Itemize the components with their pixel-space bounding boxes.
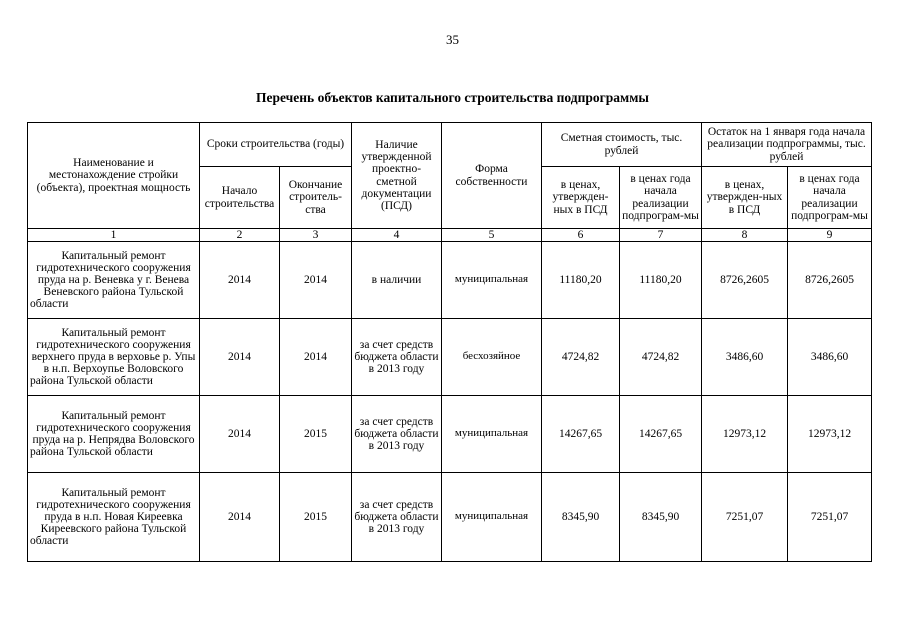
start-year-cell: 2014 [200, 242, 280, 319]
start-year-cell: 2014 [200, 473, 280, 562]
balance-psd-cell: 7251,07 [702, 473, 788, 562]
header-bal-psd: в ценах, утвержден-ных в ПСД [702, 167, 788, 229]
column-number: 2 [200, 229, 280, 242]
header-terms-group: Сроки строительства (годы) [200, 123, 352, 167]
cost-start-cell: 11180,20 [620, 242, 702, 319]
balance-psd-cell: 12973,12 [702, 396, 788, 473]
end-year-cell: 2015 [280, 396, 352, 473]
ownership-cell: муниципальная [442, 396, 542, 473]
column-number: 5 [442, 229, 542, 242]
cost-psd-cell: 11180,20 [542, 242, 620, 319]
object-name-cell: Капитальный ремонт гидротехнического сооружения пруда на р. Непрядва Воловского района Тульской области [28, 396, 200, 473]
cost-psd-cell: 4724,82 [542, 319, 620, 396]
header-ownership: Форма собственности [442, 123, 542, 229]
column-number: 7 [620, 229, 702, 242]
cost-psd-cell: 8345,90 [542, 473, 620, 562]
start-year-cell: 2014 [200, 396, 280, 473]
object-name-cell: Капитальный ремонт гидротехнического сооружения пруда на р. Веневка у г. Венева Веневского района Тульской области [28, 242, 200, 319]
table-row [28, 319, 872, 396]
balance-psd-cell: 3486,60 [702, 319, 788, 396]
cost-start-cell: 4724,82 [620, 319, 702, 396]
table-header [28, 123, 872, 229]
header-cost-group: Сметная стоимость, тыс. рублей [542, 123, 702, 167]
object-name-cell: Капитальный ремонт гидротехнического сооружения верхнего пруда в верховье р. Упы в н.п. Верхоупье Воловского района Тульской области [28, 319, 200, 396]
header-balance-group: Остаток на 1 января года начала реализации подпрограммы, тыс. рублей [702, 123, 872, 167]
column-number: 3 [280, 229, 352, 242]
end-year-cell: 2014 [280, 319, 352, 396]
object-name-cell: Капитальный ремонт гидротехнического сооружения пруда в н.п. Новая Киреевка Киреевского района Тульской области [28, 473, 200, 562]
ownership-cell: муниципальная [442, 473, 542, 562]
psd-cell: за счет средств бюджета области в 2013 году [352, 396, 442, 473]
cost-start-cell: 8345,90 [620, 473, 702, 562]
ownership-cell: бесхозяйное [442, 319, 542, 396]
start-year-cell: 2014 [200, 319, 280, 396]
balance-psd-cell: 8726,2605 [702, 242, 788, 319]
document-title: Перечень объектов капитального строительства подпрограммы [256, 90, 649, 105]
balance-start-cell: 3486,60 [788, 319, 872, 396]
header-end: Окончание строитель-ства [280, 167, 352, 229]
header-cost-start: в ценах года начала реализации подпрограм-мы [620, 167, 702, 229]
capital-construction-table [27, 122, 872, 562]
psd-cell: в наличии [352, 242, 442, 319]
balance-start-cell: 8726,2605 [788, 242, 872, 319]
cost-start-cell: 14267,65 [620, 396, 702, 473]
header-name: Наименование и местонахождение стройки (объекта), проектная мощность [28, 123, 200, 229]
column-number-row [28, 229, 872, 242]
psd-cell: за счет средств бюджета области в 2013 году [352, 473, 442, 562]
column-number: 9 [788, 229, 872, 242]
table-row [28, 242, 872, 319]
balance-start-cell: 12973,12 [788, 396, 872, 473]
column-number: 6 [542, 229, 620, 242]
header-cost-psd: в ценах, утвержден-ных в ПСД [542, 167, 620, 229]
page-number: 35 [446, 32, 459, 47]
header-psd: Наличие утвержденной проектно-сметной документации (ПСД) [352, 123, 442, 229]
end-year-cell: 2015 [280, 473, 352, 562]
table-row [28, 396, 872, 473]
cost-psd-cell: 14267,65 [542, 396, 620, 473]
table-body [28, 229, 872, 562]
balance-start-cell: 7251,07 [788, 473, 872, 562]
header-start: Начало строительства [200, 167, 280, 229]
table-row [28, 473, 872, 562]
psd-cell: за счет средств бюджета области в 2013 году [352, 319, 442, 396]
column-number: 4 [352, 229, 442, 242]
header-bal-start: в ценах года начала реализации подпрограм-мы [788, 167, 872, 229]
column-number: 8 [702, 229, 788, 242]
ownership-cell: муниципальная [442, 242, 542, 319]
column-number: 1 [28, 229, 200, 242]
end-year-cell: 2014 [280, 242, 352, 319]
